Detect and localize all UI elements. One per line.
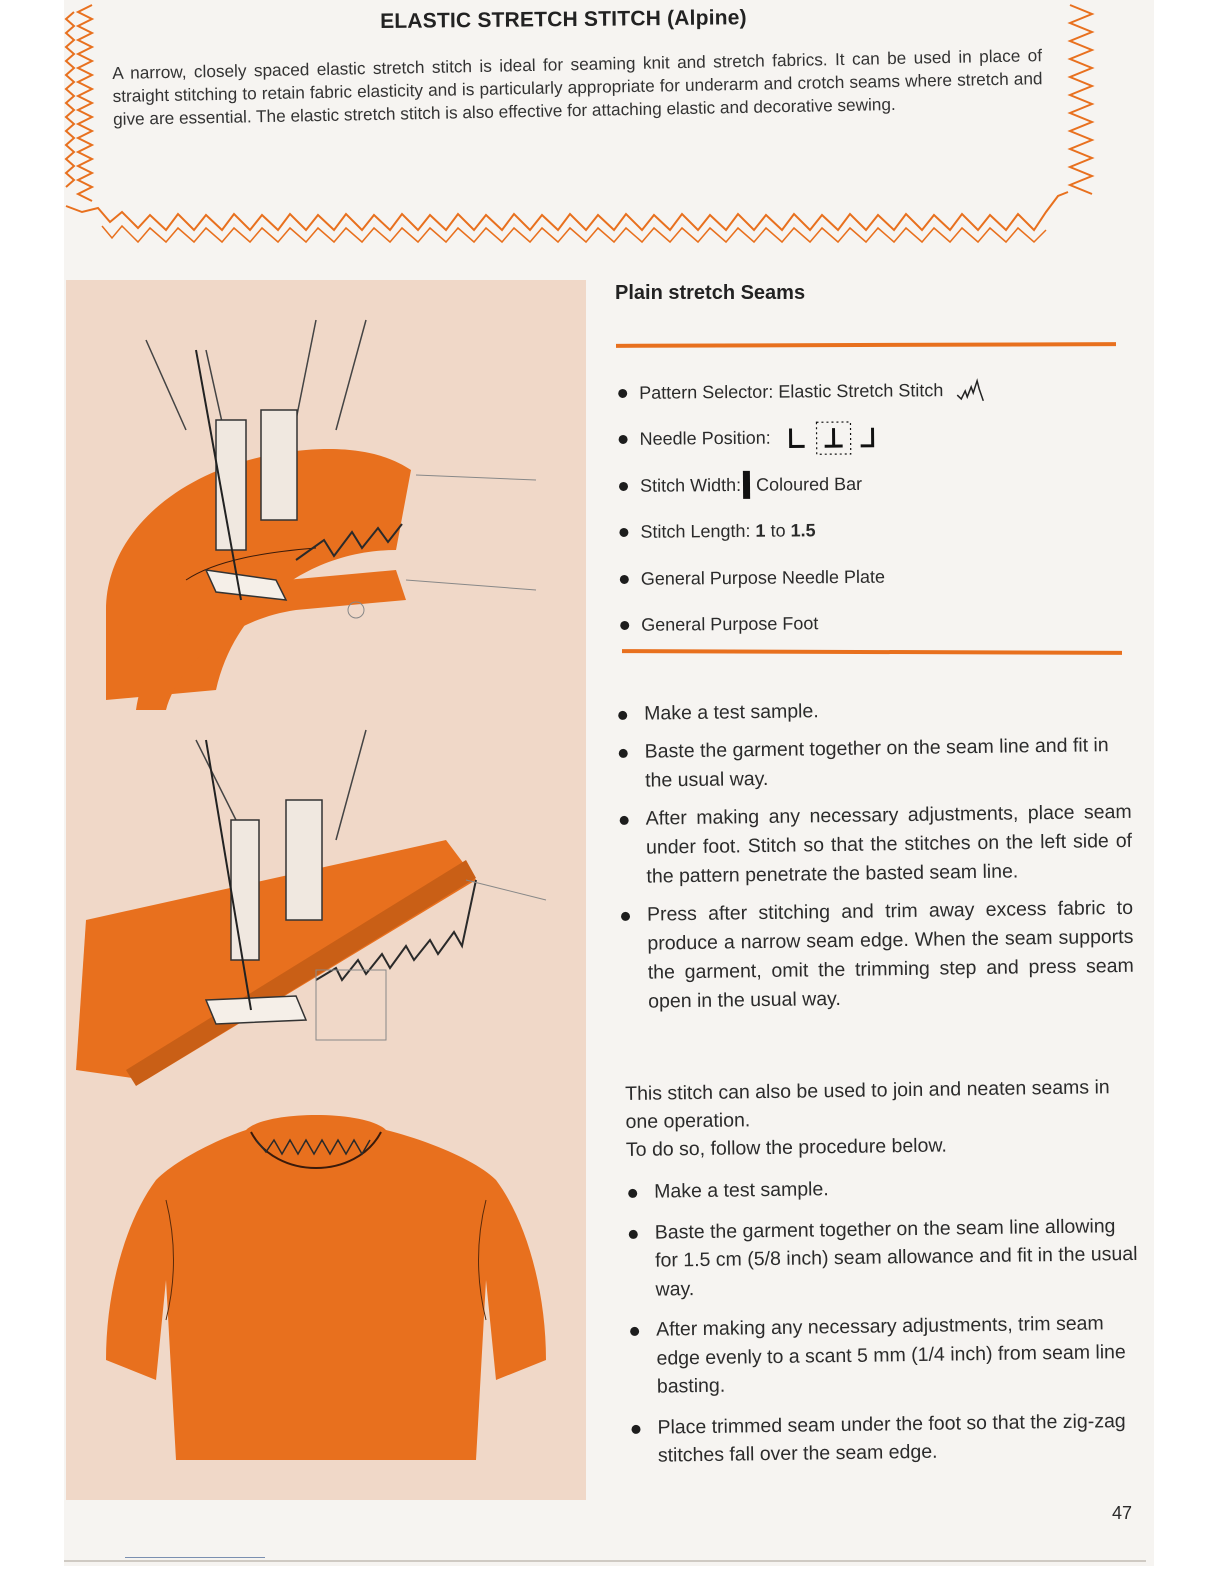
- stitch-width-value: Coloured Bar: [755, 473, 863, 495]
- pattern-selector-label: Pattern Selector: Elastic Stretch Stitch: [639, 379, 944, 403]
- procedure-step-text: After making any necessary adjustments, trim seam edge evenly to a scant 5 mm (1/4 inch) from seam line basting.: [655, 1312, 1126, 1398]
- foot-row: [620, 598, 1140, 649]
- bullet-icon: [619, 435, 628, 444]
- procedure-steps-list: [628, 1171, 1144, 1483]
- bullet-icon: [619, 528, 628, 537]
- bottom-blue-line: [125, 1557, 265, 1558]
- illustration-panel: [66, 280, 586, 1500]
- step-item: [619, 731, 1132, 796]
- needle-plate-row: [620, 551, 1140, 602]
- procedure-step-text: Make a test sample.: [654, 1178, 829, 1203]
- procedure-paragraph: [625, 1073, 1136, 1164]
- stitch-length-label: Stitch Length:: [640, 521, 751, 543]
- page-title: ELASTIC STRETCH STITCH (Alpine): [380, 6, 747, 33]
- coloured-bar-icon: [743, 471, 750, 499]
- step-item: [621, 894, 1135, 1017]
- procedure-step-item: [630, 1309, 1143, 1402]
- steps-list: [618, 693, 1135, 1026]
- stitch-width-row: [619, 458, 1139, 509]
- pattern-selector-row: [618, 365, 1138, 416]
- needle-position-icon: [785, 419, 885, 456]
- foot-label: General Purpose Foot: [641, 613, 819, 636]
- bullet-icon: [620, 621, 629, 630]
- procedure-step-text: Place trimmed seam under the foot so that the zig-zag stitches fall over the seam edge.: [657, 1409, 1126, 1467]
- step-text: Press after stitching and trim away excess fabric to produce a narrow seam edge. When the seam supports the garment, omit the trimming step and press seam open in the usual way.: [646, 896, 1134, 1013]
- procedure-line-2: To do so, follow the procedure below.: [625, 1134, 947, 1161]
- needle-position-row: [618, 412, 1138, 463]
- bullet-icon: [629, 1229, 638, 1238]
- intro-text: A narrow, closely spaced elastic stretch stitch is ideal for seaming knit and stretch fabrics. It can be used in place of straight stitching to retain fabric elasticity and is particularly appropriate for underarm and crotch seams where stretch and give are essential. The elastic stretch stitch is also effective for attaching elastic and decorative sewing.: [112, 45, 1043, 129]
- bullet-icon: [621, 912, 630, 921]
- procedure-line-1: This stitch can also be used to join and neaten seams in one operation.: [625, 1076, 1110, 1133]
- settings-list: [618, 365, 1140, 649]
- step-item: [618, 693, 1130, 729]
- stitch-length-row: [619, 505, 1139, 556]
- needle-plate-label: General Purpose Needle Plate: [640, 566, 886, 589]
- step-item: [619, 798, 1132, 892]
- stitch-length-to-word: to: [770, 520, 786, 541]
- bullet-icon: [619, 749, 628, 758]
- bullet-icon: [631, 1424, 640, 1433]
- step-text: Make a test sample.: [644, 700, 819, 725]
- bottom-edge-line: [64, 1560, 1146, 1562]
- procedure-step-item: [628, 1171, 1140, 1207]
- bullet-icon: [628, 1189, 637, 1198]
- stitch-width-label: Stitch Width:: [639, 474, 742, 496]
- bullet-icon: [618, 389, 627, 398]
- bullet-icon: [618, 711, 627, 720]
- procedure-step-text: Baste the garment together on the seam line allowing for 1.5 cm (5/8 inch) seam allowance and fit in the usual way.: [654, 1214, 1138, 1301]
- bullet-icon: [619, 482, 628, 491]
- bullet-icon: [620, 816, 629, 825]
- step-text: After making any necessary adjustments, place seam under foot. Stitch so that the stitches on the left side of the pattern penetrate the basted seam line.: [645, 800, 1133, 888]
- section-heading: Plain stretch Seams: [615, 282, 806, 304]
- bullet-icon: [620, 575, 629, 584]
- elastic-stretch-stitch-icon: [955, 377, 985, 403]
- bullet-icon: [630, 1327, 639, 1336]
- page-number: 47: [1112, 1503, 1133, 1523]
- needle-position-label: Needle Position:: [639, 427, 771, 450]
- stitch-length-from: 1: [755, 520, 766, 542]
- procedure-step-item: [629, 1211, 1142, 1304]
- stitch-length-to: 1.5: [790, 520, 816, 541]
- step-text: Baste the garment together on the seam line and fit in the usual way.: [644, 734, 1109, 792]
- procedure-step-item: [631, 1406, 1144, 1470]
